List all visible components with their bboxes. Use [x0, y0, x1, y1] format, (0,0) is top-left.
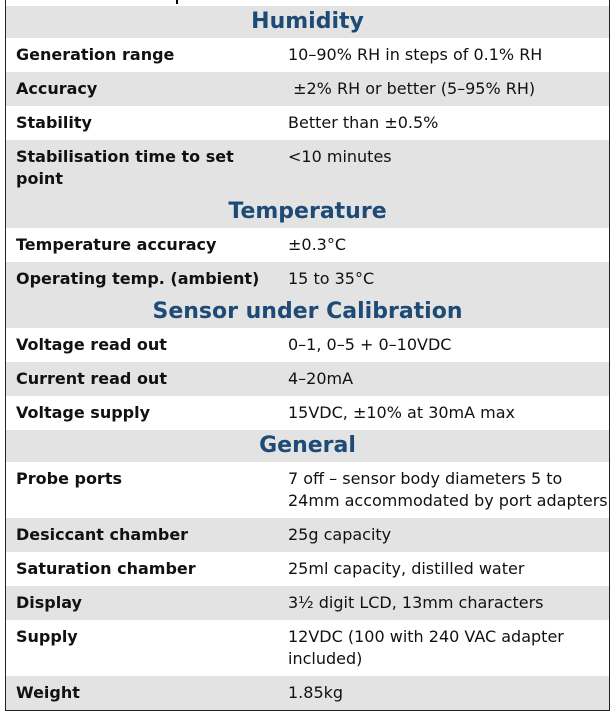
spec-row-saturation-chamber: [6, 552, 609, 586]
spec-label: Generation range: [16, 45, 175, 64]
spec-row-current-read-out: [6, 362, 609, 396]
spec-label: Probe ports: [16, 469, 122, 488]
section-title-humidity: Humidity: [6, 6, 609, 38]
spec-value: 4–20mA: [288, 369, 354, 388]
spec-label: Voltage supply: [16, 403, 151, 422]
spec-value: 15 to 35°C: [288, 269, 375, 288]
table-top-edge: [6, 0, 609, 6]
spec-value: 25ml capacity, distilled water: [288, 559, 525, 578]
spec-row-temperature-accuracy: [6, 228, 609, 262]
spec-label: Desiccant chamber: [16, 525, 189, 544]
spec-label: Operating temp. (ambient): [16, 269, 260, 288]
spec-row-stabilisation-time: [6, 140, 609, 196]
spec-value: 3½ digit LCD, 13mm characters: [288, 593, 544, 612]
spec-row-voltage-read-out: [6, 328, 609, 362]
spec-label: Display: [16, 593, 82, 612]
spec-label: Current read out: [16, 369, 167, 388]
spec-label: Stability: [16, 113, 92, 132]
spec-label: Weight: [16, 683, 80, 702]
spec-row-display: [6, 586, 609, 620]
spec-row-operating-temp: [6, 262, 609, 296]
spec-row-generation-range: [6, 38, 609, 72]
spec-label: Accuracy: [16, 79, 98, 98]
spec-value: 7 off – sensor body diameters 5 to 24mm accommodated by port adapters: [288, 469, 608, 510]
spec-value: <10 minutes: [288, 147, 392, 166]
cropped-heading-fragment: [176, 0, 178, 4]
spec-value: 0–1, 0–5 + 0–10VDC: [288, 335, 452, 354]
spec-value: 15VDC, ±10% at 30mA max: [288, 403, 516, 422]
spec-value: 25g capacity: [288, 525, 392, 544]
spec-row-stability: [6, 106, 609, 140]
spec-value: 1.85kg: [288, 683, 344, 702]
spec-label: Supply: [16, 627, 78, 646]
specification-table: [5, 0, 610, 711]
spec-label: Voltage read out: [16, 335, 167, 354]
spec-value: 12VDC (100 with 240 VAC adapter included): [288, 627, 564, 668]
section-title-general: General: [6, 430, 609, 462]
section-title-temperature: Temperature: [6, 196, 609, 228]
spec-value: 10–90% RH in steps of 0.1% RH: [288, 45, 543, 64]
spec-label: Stabilisation time to set point: [16, 147, 234, 188]
spec-value: ±2% RH or better (5–95% RH): [288, 79, 536, 98]
spec-row-supply: [6, 620, 609, 676]
spec-row-voltage-supply: [6, 396, 609, 430]
spec-label: Temperature accuracy: [16, 235, 217, 254]
spec-label: Saturation chamber: [16, 559, 196, 578]
section-title-sensor-under-calibration: Sensor under Calibration: [6, 296, 609, 328]
spec-row-desiccant-chamber: [6, 518, 609, 552]
spec-row-weight: [6, 676, 609, 710]
spec-row-probe-ports: [6, 462, 609, 518]
spec-value: ±0.3°C: [288, 235, 347, 254]
spec-value: Better than ±0.5%: [288, 113, 439, 132]
spec-row-accuracy: [6, 72, 609, 106]
